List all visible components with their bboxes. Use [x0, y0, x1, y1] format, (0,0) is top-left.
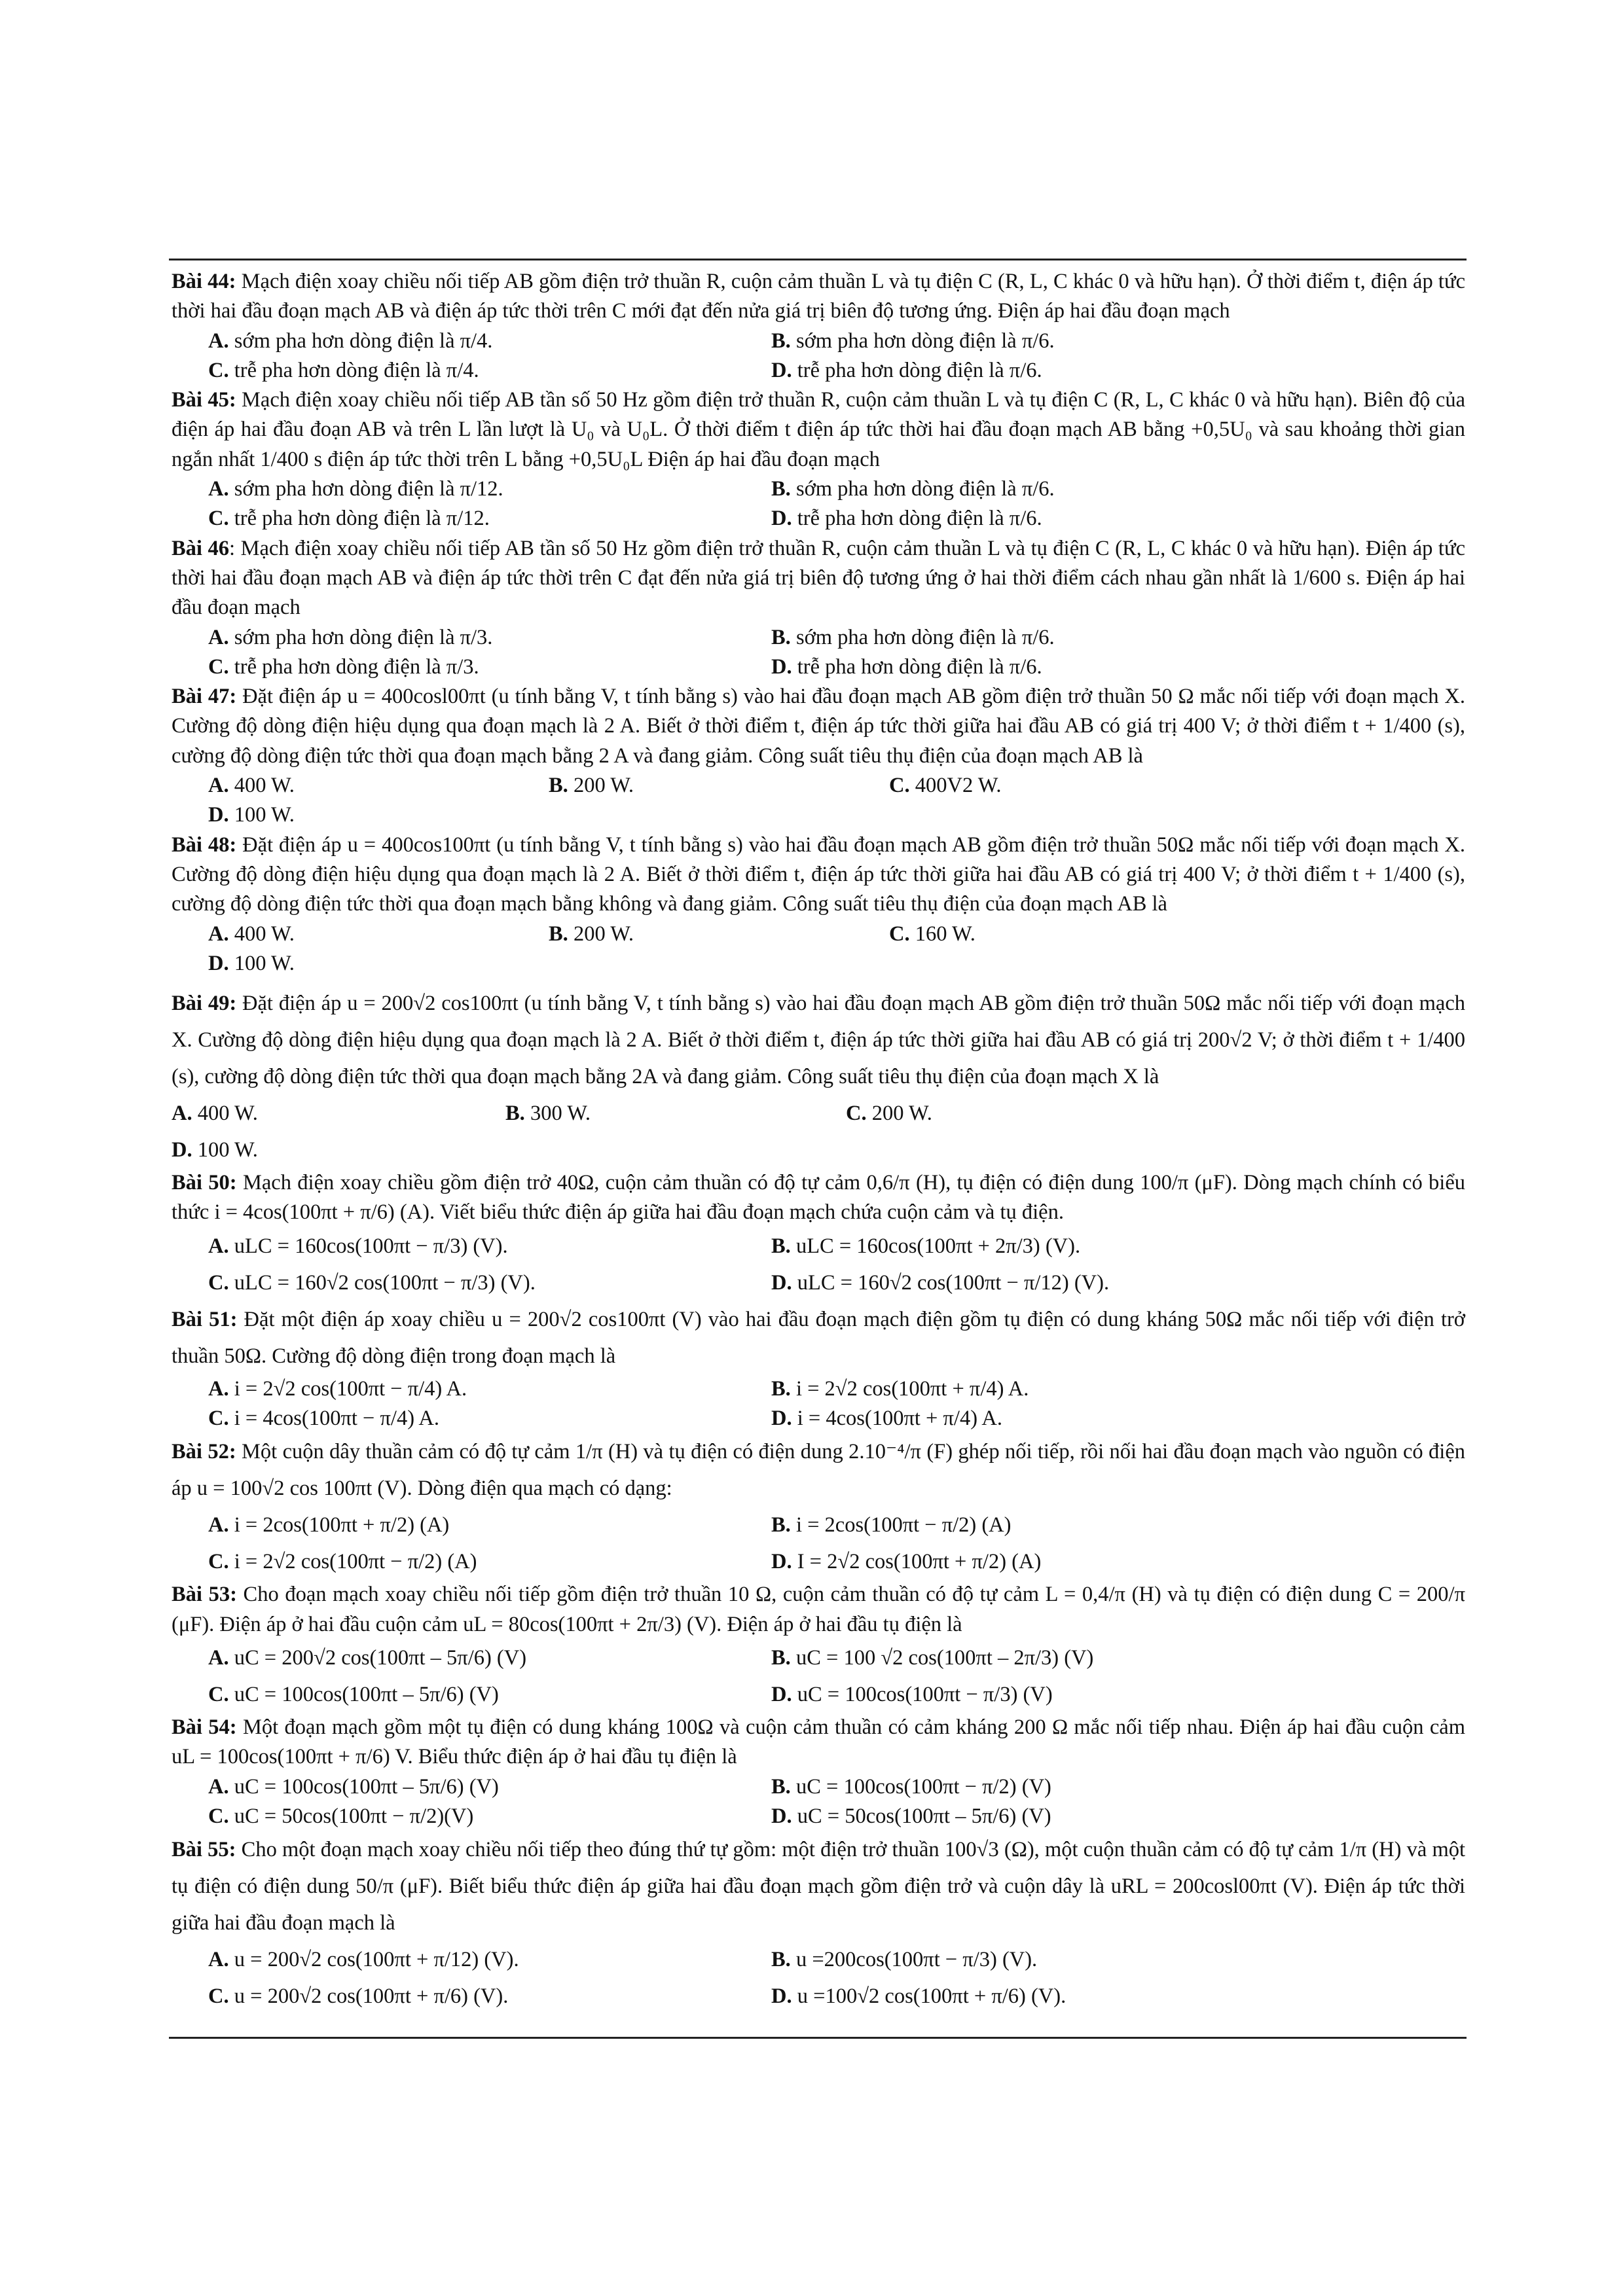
question-text: Một đoạn mạch gồm một tụ điện có dung kháng 100Ω và cuộn cảm thuần có cảm kháng 200 Ω mắc nối tiếp nhau. Điện áp hai đầu cuộn cảm uL = 100cos(100πt + π/6) V. Biểu thức điện áp ở hai đầu tụ điện là — [172, 1715, 1465, 1769]
answer-options — [172, 1228, 1465, 1301]
question-48 — [172, 831, 1465, 978]
option-b[interactable] — [771, 623, 1334, 653]
question-45 — [172, 386, 1465, 533]
option-text: 300 W. — [524, 1102, 591, 1126]
option-a[interactable] — [208, 920, 549, 949]
question-stem — [172, 831, 1465, 920]
option-text: sớm pha hơn dòng điện là π/3. — [228, 625, 493, 649]
option-text: 400 W. — [192, 1102, 258, 1126]
question-stem — [172, 1831, 1465, 1941]
question-text: Cho đoạn mạch xoay chiều nối tiếp gồm điện trở thuần 10 Ω, cuộn cảm thuần có độ tự cảm L = 0,4/π (H) và tụ điện có điện dung C = 200/π (μF). Điện áp ở hai đầu cuộn cảm uL = 80cos(100πt + 2π/3) (V). Điện áp ở hai đầu tụ điện là — [172, 1583, 1466, 1636]
option-c[interactable] — [889, 771, 1230, 800]
option-d[interactable] — [771, 356, 1334, 386]
option-text: trễ pha hơn dòng điện là π/6. — [792, 358, 1042, 382]
option-text: trễ pha hơn dòng điện là π/4. — [228, 358, 479, 382]
question-stem — [172, 1168, 1465, 1228]
option-letter: D. — [771, 1550, 792, 1574]
question-47 — [172, 682, 1465, 830]
option-c[interactable] — [208, 1676, 771, 1713]
option-text: 400 W. — [228, 774, 295, 798]
option-text: sớm pha hơn dòng điện là π/6. — [790, 625, 1055, 649]
option-letter: D. — [771, 1270, 792, 1295]
answer-options — [172, 920, 1465, 979]
option-text: uC = 100 √2 cos(100πt – 2π/3) (V) — [790, 1645, 1094, 1670]
option-text: trễ pha hơn dòng điện là π/6. — [792, 655, 1042, 679]
option-letter: B. — [771, 1376, 791, 1401]
option-letter: A. — [208, 477, 229, 501]
question-text: Một cuộn dây thuần cảm có độ tự cảm 1/π (H) và tụ điện có điện dung 2.10⁻⁴/π (F) ghép nối tiếp, rồi nối hai đầu đoạn mạch vào nguồn có điện áp u = 100√2 cos 100πt (V). Dòng điện qua mạch có dạng: — [172, 1440, 1466, 1501]
option-c[interactable] — [208, 653, 771, 682]
option-b[interactable] — [549, 920, 889, 949]
question-text: Đặt điện áp u = 200√2 cos100πt (u tính bằng V, t tính bằng s) vào hai đầu đoạn mạch AB gồm điện trở thuần 50Ω mắc nối tiếp với đoạn mạch X. Cường độ dòng điện hiệu dụng qua đoạn mạch là 2 A. Biết ở thời điểm t, điện áp tức thời giữa hai đầu AB có giá trị 200√2 V; ở thời điểm t + 1/400 (s), cường độ dòng điện tức thời qua đoạn mạch bằng 2A và đang giảm. Công suất tiêu thụ điện của đoạn mạch X là — [172, 992, 1465, 1089]
option-letter: C. — [208, 1550, 229, 1574]
option-text: 200 W. — [568, 774, 634, 798]
option-text: i = 2cos(100πt + π/2) (A) — [228, 1513, 450, 1537]
option-letter: B. — [771, 1948, 791, 1972]
option-a[interactable] — [208, 1941, 771, 1978]
option-text: uC = 100cos(100πt – 5π/6) (V) — [228, 1774, 499, 1799]
option-letter: D. — [771, 1407, 792, 1431]
question-stem — [172, 267, 1465, 327]
option-text: trễ pha hơn dòng điện là π/12. — [228, 507, 490, 531]
answer-options — [172, 1941, 1465, 2015]
option-text: 100 W. — [192, 1138, 258, 1162]
answer-options — [172, 1640, 1465, 1713]
bottom-rule — [169, 2037, 1467, 2039]
option-text: uC = 100cos(100πt − π/2) (V) — [790, 1774, 1051, 1799]
option-text: sớm pha hơn dòng điện là π/6. — [790, 477, 1055, 501]
option-a[interactable] — [208, 623, 771, 653]
question-label: Bài 47: — [172, 685, 237, 709]
answer-options — [172, 623, 1465, 683]
option-letter: C. — [208, 1407, 229, 1431]
option-letter: B. — [771, 625, 791, 649]
option-letter: A. — [208, 1774, 229, 1799]
option-d[interactable] — [208, 949, 549, 978]
option-b[interactable] — [549, 771, 889, 800]
option-d[interactable] — [172, 1132, 512, 1168]
option-c[interactable] — [846, 1095, 1186, 1132]
option-d[interactable] — [771, 1676, 1334, 1713]
option-letter: D. — [771, 507, 792, 531]
question-53 — [172, 1580, 1465, 1713]
question-stem — [172, 1433, 1465, 1507]
option-b[interactable] — [771, 1374, 1334, 1404]
option-c[interactable] — [208, 1978, 771, 2015]
option-letter: C. — [208, 1682, 229, 1706]
option-text: 200 W. — [866, 1102, 932, 1126]
option-letter: A. — [208, 1376, 229, 1401]
option-letter: D. — [771, 358, 792, 382]
option-b[interactable] — [771, 327, 1334, 356]
option-text: i = 2√2 cos(100πt − π/4) A. — [228, 1376, 467, 1401]
option-text: 100 W. — [228, 951, 295, 975]
option-text: uC = 200√2 cos(100πt – 5π/6) (V) — [228, 1645, 527, 1670]
question-text: Đặt điện áp u = 400cos100πt (u tính bằng V, t tính bằng s) vào hai đầu đoạn mạch AB gồm điện trở thuần 50Ω mắc nối tiếp với đoạn mạch X. Cường độ dòng điện hiệu dụng qua đoạn mạch là 2 A. Biết ở thời điểm t, điện áp tức thời giữa hai đầu AB có giá trị 400 V; ở thời điểm t + 1/400 (s), cường độ dòng điện tức thời qua đoạn mạch bằng không và đang giảm. Công suất tiêu thụ điện của đoạn mạch AB là — [172, 833, 1466, 916]
option-letter: B. — [549, 922, 568, 946]
option-d[interactable] — [771, 1978, 1334, 2015]
option-text: i = 2cos(100πt − π/2) (A) — [790, 1513, 1012, 1537]
option-letter: B. — [771, 1645, 791, 1670]
option-text: uLC = 160cos(100πt − π/3) (V). — [228, 1234, 508, 1258]
option-c[interactable] — [208, 1802, 771, 1831]
option-a[interactable] — [208, 1640, 771, 1676]
option-text: I = 2√2 cos(100πt + π/2) (A) — [792, 1550, 1042, 1574]
question-51 — [172, 1301, 1465, 1434]
option-b[interactable] — [771, 1941, 1334, 1978]
question-44 — [172, 267, 1465, 386]
option-text: 400V2 W. — [909, 774, 1002, 798]
option-text: 400 W. — [228, 922, 295, 946]
answer-options — [172, 1095, 1465, 1168]
question-55 — [172, 1831, 1465, 2015]
option-letter: B. — [549, 774, 568, 798]
option-letter: A. — [208, 774, 229, 798]
option-text: 100 W. — [228, 803, 295, 827]
question-stem — [172, 386, 1465, 475]
option-text: trễ pha hơn dòng điện là π/3. — [228, 655, 479, 679]
question-text: Mạch điện xoay chiều nối tiếp AB gồm điện trở thuần R, cuộn cảm thuần L và tụ điện C (R, L, C khác 0 và hữu hạn). Ở thời điểm t, điện áp tức thời hai đầu đoạn mạch AB và điện áp tức thời trên C mới đạt đến nửa giá trị biên độ tương ứng. Điện áp hai đầu đoạn mạch — [172, 270, 1465, 323]
answer-options — [172, 1772, 1465, 1832]
option-d[interactable] — [771, 1265, 1334, 1301]
option-d[interactable] — [771, 1404, 1334, 1433]
option-b[interactable] — [771, 475, 1334, 504]
option-letter: A. — [208, 922, 229, 946]
option-letter: D. — [771, 1804, 792, 1828]
option-c[interactable] — [208, 356, 771, 386]
option-b[interactable] — [771, 1772, 1334, 1802]
option-letter: A. — [208, 625, 229, 649]
question-label: Bài 53: — [172, 1583, 237, 1607]
option-c[interactable] — [889, 920, 1230, 949]
option-text: u = 200√2 cos(100πt + π/6) (V). — [228, 1984, 509, 2009]
option-a[interactable] — [208, 771, 549, 800]
option-letter: B. — [771, 1774, 791, 1799]
option-text: uLC = 160cos(100πt + 2π/3) (V). — [790, 1234, 1081, 1258]
option-text: i = 2√2 cos(100πt − π/2) (A) — [228, 1550, 477, 1574]
question-label: Bài 49: — [172, 992, 237, 1016]
option-letter: C. — [846, 1102, 867, 1126]
question-52 — [172, 1433, 1465, 1580]
question-49 — [172, 985, 1465, 1168]
option-b[interactable] — [505, 1095, 846, 1132]
option-letter: C. — [208, 655, 229, 679]
question-label: Bài 50: — [172, 1171, 237, 1195]
answer-options — [172, 327, 1465, 386]
option-text: uLC = 160√2 cos(100πt − π/12) (V). — [792, 1270, 1110, 1295]
option-letter: D. — [208, 803, 229, 827]
option-d[interactable] — [208, 800, 549, 830]
question-text: Mạch điện xoay chiều nối tiếp AB tần số 50 Hz gồm điện trở thuần R, cuộn cảm thuần L và tụ điện C (R, L, C khác 0 và hữu hạn). Biên độ của điện áp hai đầu đoạn AB và trên L lần lượt là U₀ và U₀L. Ở thời điểm t điện áp tức thời hai đầu đoạn mạch AB bằng +0,5U₀ và sau khoảng thời gian ngắn nhất 1/400 s điện áp tức thời trên L bằng +0,5U₀L Điện áp hai đầu đoạn mạch — [172, 388, 1465, 471]
option-text: uC = 100cos(100πt − π/3) (V) — [792, 1682, 1053, 1706]
option-letter: B. — [505, 1102, 525, 1126]
option-text: i = 4cos(100πt + π/4) A. — [792, 1407, 1002, 1431]
option-b[interactable] — [771, 1507, 1334, 1543]
option-letter: D. — [172, 1138, 192, 1162]
option-letter: C. — [208, 1984, 229, 2009]
option-letter: C. — [889, 922, 910, 946]
option-d[interactable] — [771, 504, 1334, 533]
question-stem — [172, 1580, 1465, 1640]
option-text: 160 W. — [909, 922, 976, 946]
option-a[interactable] — [208, 1374, 771, 1404]
option-letter: A. — [208, 1513, 229, 1537]
option-letter: A. — [208, 1645, 229, 1670]
option-a[interactable] — [208, 475, 771, 504]
question-stem — [172, 682, 1465, 771]
question-text: Đặt điện áp u = 400cosl00πt (u tính bằng V, t tính bằng s) vào hai đầu đoạn mạch AB gồm điện trở thuần 50 Ω mắc nối tiếp với đoạn mạch X. Cường độ dòng điện hiệu dụng qua đoạn mạch là 2 A. Biết ở thời điểm t, điện áp tức thời giữa hai đầu AB có giá trị 400 V; ở thời điểm t + 1/400 (s), cường độ dòng điện tức thời qua đoạn mạch bằng 2 A và đang giảm. Công suất tiêu thụ điện của đoạn mạch AB là — [172, 685, 1466, 768]
question-label: Bài 44: — [172, 270, 236, 293]
option-d[interactable] — [771, 1543, 1334, 1580]
option-letter: C. — [889, 774, 910, 798]
option-letter: A. — [208, 1234, 229, 1258]
option-a[interactable] — [208, 1507, 771, 1543]
option-text: i = 2√2 cos(100πt + π/4) A. — [790, 1376, 1029, 1401]
question-label: Bài 45: — [172, 388, 236, 412]
option-b[interactable] — [771, 1228, 1334, 1265]
question-stem — [172, 1713, 1465, 1772]
option-a[interactable] — [208, 327, 771, 356]
option-text: uC = 50cos(100πt − π/2)(V) — [228, 1804, 474, 1828]
question-stem — [172, 534, 1465, 623]
spacer — [172, 978, 1465, 985]
option-c[interactable] — [208, 504, 771, 533]
option-text: i = 4cos(100πt − π/4) A. — [228, 1407, 439, 1431]
option-letter: D. — [771, 1984, 792, 2009]
option-text: uC = 50cos(100πt – 5π/6) (V) — [792, 1804, 1051, 1828]
option-a[interactable] — [172, 1095, 505, 1132]
option-text: uC = 100cos(100πt – 5π/6) (V) — [228, 1682, 499, 1706]
option-text: sớm pha hơn dòng điện là π/12. — [228, 477, 503, 501]
option-letter: B. — [771, 329, 791, 353]
answer-options — [172, 1374, 1465, 1434]
answer-options — [172, 1507, 1465, 1580]
question-text: Mạch điện xoay chiều gồm điện trở 40Ω, cuộn cảm thuần có độ tự cảm 0,6/π (H), tụ điện có điện dung 100/π (μF). Dòng mạch chính có biểu thức i = 4cos(100πt + π/6) (A). Viết biểu thức điện áp giữa hai đầu đoạn mạch chứa cuộn cảm và tụ điện. — [172, 1171, 1466, 1225]
option-text: u =100√2 cos(100πt + π/6) (V). — [792, 1984, 1067, 2009]
option-letter: B. — [771, 1513, 791, 1537]
option-letter: C. — [208, 1804, 229, 1828]
option-letter: D. — [771, 655, 792, 679]
option-text: u = 200√2 cos(100πt + π/12) (V). — [228, 1948, 519, 1972]
option-text: u =200cos(100πt − π/3) (V). — [790, 1948, 1038, 1972]
option-text: uLC = 160√2 cos(100πt − π/3) (V). — [228, 1270, 536, 1295]
question-label: Bài 55: — [172, 1838, 236, 1862]
option-text: trễ pha hơn dòng điện là π/6. — [792, 507, 1042, 531]
question-stem — [172, 1301, 1465, 1374]
option-letter: C. — [208, 1270, 229, 1295]
answer-options — [172, 475, 1465, 534]
question-stem — [172, 985, 1465, 1095]
option-letter: A. — [208, 1948, 229, 1972]
question-label: Bài 54: — [172, 1715, 237, 1739]
question-text: Cho một đoạn mạch xoay chiều nối tiếp theo đúng thứ tự gồm: một điện trở thuần 100√3 (Ω), một cuộn thuần cảm có độ tự cảm 1/π (H) và một tụ điện có điện dung 50/π (μF). Biết biểu thức điện áp giữa hai đầu đoạn mạch gồm điện trở và cuộn dây là uRL = 200cosl00πt (V). Điện áp tức thời giữa hai đầu đoạn mạch là — [172, 1838, 1466, 1935]
question-label: Bài 52: — [172, 1440, 236, 1464]
question-label: Bài 48: — [172, 833, 237, 857]
option-text: 200 W. — [568, 922, 634, 946]
question-label: Bài 46 — [172, 536, 229, 560]
top-rule — [169, 259, 1467, 260]
option-a[interactable] — [208, 1772, 771, 1802]
option-c[interactable] — [208, 1543, 771, 1580]
option-letter: A. — [172, 1102, 192, 1126]
option-letter: D. — [208, 951, 229, 975]
question-text: : Mạch điện xoay chiều nối tiếp AB tần số 50 Hz gồm điện trở thuần R, cuộn cảm thuần L và tụ điện C (R, L, C khác 0 và hữu hạn). Điện áp tức thời hai đầu đoạn mạch AB và điện áp tức thời trên C đạt đến nửa giá trị biên độ tương ứng ở hai thời điểm cách nhau gần nhất là 1/600 s. Điện áp hai đầu đoạn mạch — [172, 536, 1465, 620]
option-a[interactable] — [208, 1228, 771, 1265]
question-54 — [172, 1713, 1465, 1831]
option-b[interactable] — [771, 1640, 1334, 1676]
option-c[interactable] — [208, 1404, 771, 1433]
question-46 — [172, 534, 1465, 682]
option-letter: C. — [208, 507, 229, 531]
option-letter: B. — [771, 1234, 791, 1258]
option-text: sớm pha hơn dòng điện là π/4. — [228, 329, 493, 353]
option-letter: B. — [771, 477, 791, 501]
question-label: Bài 51: — [172, 1307, 238, 1331]
question-50 — [172, 1168, 1465, 1301]
answer-options — [172, 771, 1465, 831]
option-c[interactable] — [208, 1265, 771, 1301]
option-text: sớm pha hơn dòng điện là π/6. — [790, 329, 1055, 353]
option-d[interactable] — [771, 1802, 1334, 1831]
option-letter: A. — [208, 329, 229, 353]
question-text: Đặt một điện áp xoay chiều u = 200√2 cos100πt (V) vào hai đầu đoạn mạch điện gồm tụ điện có dung kháng 50Ω mắc nối tiếp với điện trở thuần 50Ω. Cường độ dòng điện trong đoạn mạch là — [172, 1307, 1465, 1368]
option-d[interactable] — [771, 653, 1334, 682]
question-list — [172, 267, 1465, 2015]
option-letter: D. — [771, 1682, 792, 1706]
option-letter: C. — [208, 358, 229, 382]
